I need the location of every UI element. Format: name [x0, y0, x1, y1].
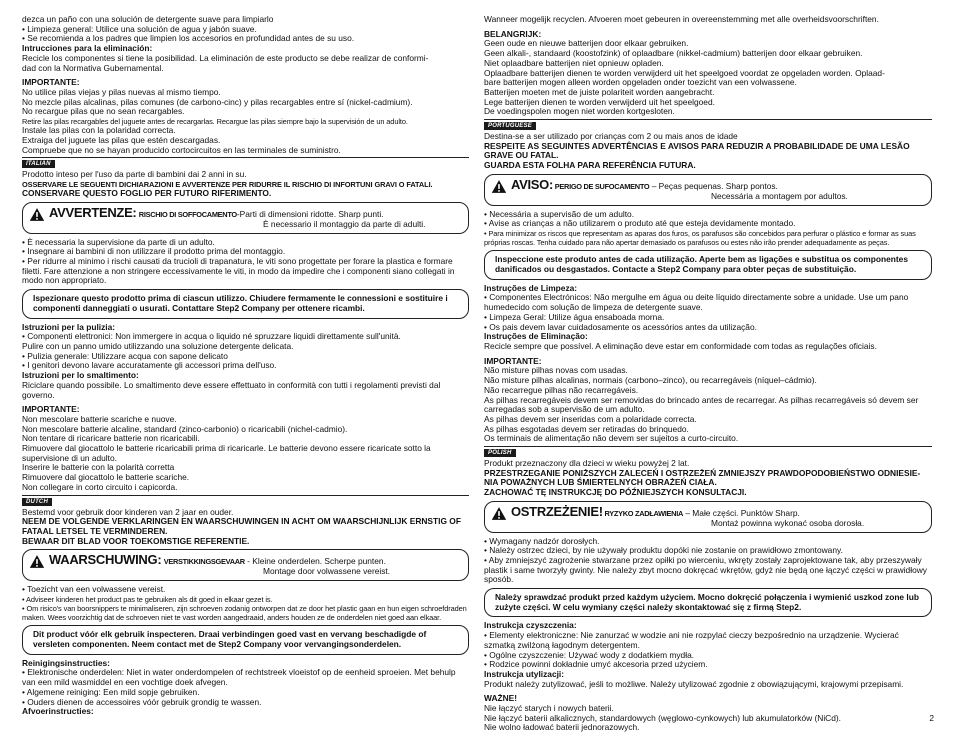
pl-cleaning-line: • Elementy elektroniczne: Nie zanurzać w wodzie ani nie rozpylać cieczy bezpośrednio na urządzenie. Wycierać szmatką zwilżoną łagodnym detergentem.: [484, 630, 899, 650]
pl-important-line: Nie łączyć baterii alkalicznych, standardowych (węglowo-cynkowych) lub akumulatorków (NiCd).: [484, 712, 842, 723]
pl-cleaning-line: • Ogólne czyszczenie: Używać wody z dodatkiem mydła.: [484, 649, 695, 660]
pl-important-heading: WAŻNE!: [484, 693, 518, 704]
it-warning-heading: AVVERTENZE:: [49, 204, 137, 220]
pt-cleaning-line: • Limpeza Geral: Utilize água ensaboada morna.: [484, 311, 665, 322]
es-important-line: No mezcle pilas alcalinas, pilas comunes (de carbono-cinc) y pilas recargables entre sí (nickel-cadmium).: [22, 96, 413, 107]
nl-important-line: De voedingspolen mogen niet worden kortgesloten.: [484, 106, 675, 117]
it-warning-box: [22, 202, 469, 234]
pt-important-line: Não misture pilhas novas com usadas.: [484, 365, 628, 376]
pt-bullet: • Necessária a supervisão de um adulto.: [484, 208, 635, 219]
it-important-line: Non mescolare batterie alcaline, standard (zinco-carbonio) o ricaricabili (nichel-cadmio).: [22, 423, 348, 434]
pt-intro: Destina-se a ser utilizado por crianças com 2 ou mais anos de idade: [484, 131, 738, 142]
es-important-line: Retire las pilas recargables del juguete antes de recargarlas. Recargue las pilas siempre bajo la supervisión de un adulto.: [22, 117, 408, 127]
it-warning-text-2: È necessario il montaggio da parte di adulti.: [263, 218, 426, 229]
es-important-line: No utilice pilas viejas y pilas nuevas al mismo tiempo.: [22, 86, 221, 97]
dutch-section-tag: DUTCH: [22, 498, 52, 506]
it-warning-hazard: RISCHIO DI SOFFOCAMENTO: [138, 209, 237, 219]
it-cleaning-line: • Pulizia generale: Utilizzare acqua con sapone delicato: [22, 350, 228, 361]
es-text-line: dezca un paño con una solución de detergente suave para limpiarlo: [22, 14, 274, 24]
pl-inspect-box: Należy sprawdzać produkt przed każdym użyciem. Mocno dokręcić połączenia i wymienić uszkod zone lub zużyte części. W celu wymiany części należy skontaktować się z firmą Step2.: [484, 588, 932, 617]
it-warning-text: -Parti di dimensioni ridotte. Sharp punti.: [236, 208, 384, 219]
nl-important-line: Niet oplaadbare batterijen niet opnieuw opladen.: [484, 57, 664, 68]
nl-warning-box: [22, 549, 469, 581]
nl-important-line: Batterijen moeten met de juiste polariteit worden aangebracht.: [484, 86, 715, 97]
pt-important-line: Não recarregue pilhas não recarregáveis.: [484, 384, 639, 395]
nl-important-line: bare batterijen mogen alleen worden opgeladen onder toezicht van een volwassene.: [484, 77, 797, 88]
it-important-heading: IMPORTANTE:: [22, 404, 80, 415]
italian-section-tag: ITALIAN: [22, 160, 55, 168]
warning-triangle-icon: [491, 179, 507, 194]
pt-cleaning-heading: Instruções de Limpeza:: [484, 282, 578, 293]
warning-triangle-icon: [29, 207, 45, 222]
pl-warning-text: – Małe części. Punktów Sharp.: [683, 507, 800, 518]
pt-important-heading: IMPORTANTE:: [484, 355, 542, 366]
it-important-line: Rimuovere dal giocattolo le batterie ricaricabili prima di ricaricarle. Le batterie devono essere ricaricate sotto la supervisione di un adulto.: [22, 443, 431, 463]
page-number: 2: [929, 713, 934, 724]
pt-keep-sheet: GUARDA ESTA FOLHA PARA REFERÊNCIA FUTURA.: [484, 160, 696, 171]
pt-important-line: As pilhas esgotadas devem ser retiradas do brinquedo.: [484, 423, 689, 434]
pl-warning-heading: OSTRZEŻENIE!: [511, 503, 603, 519]
pl-bullet: • Aby zmniejszyć zagrożenie stwarzane przez opiłki po wierceniu, wkręty zostały zaprojektowane tak, aby przeszywały plastik i same tworzyły gwinty. Nie należy zbyt mocno dokręcać wkrętów, gdyż nie będą one łączyć części w prawidłowy sposób.: [484, 554, 927, 585]
pl-important-line: Nie wolno ładować baterii jednorazowych.: [484, 722, 640, 733]
it-keep-sheet: CONSERVARE QUESTO FOGLIO PER FUTURO RIFERIMENTO.: [22, 188, 272, 199]
it-important-line: Non collegare in corto circuito i capicorda.: [22, 481, 178, 492]
nl-keep-sheet: BEWAAR DIT BLAD VOOR TOEKOMSTIGE REFERENTIE.: [22, 535, 250, 546]
pt-disposal-heading: Instruções de Eliminação:: [484, 331, 588, 342]
it-bullet: • Per ridurre al minimo i rischi causati da trucioli di trapanatura, le viti sono progettate per forare la plastica e formare filetti. Fare attenzione a non stringere eccessivamente le viti, in modo da impedire che i componenti siano collegati in modo non appropriato.: [22, 256, 455, 286]
portuguese-section-tag: PORTUGUESE: [484, 122, 536, 130]
pt-important-line: Não misture pilhas alcalinas, normais (carbono–zinco), ou recarregáveis (níquel–cádmio).: [484, 375, 817, 386]
nl-important-line: Geen alkali-, standaard (koostofzink) of oplaadbare (nikkel-cadmium) batterijen door elkaar gebruiken.: [484, 48, 863, 59]
nl-warning-text: - Kleine onderdelen. Scherpe punten.: [244, 556, 386, 567]
es-text-line: • Limpieza general: Utilice una solución de agua y jabón suave.: [22, 23, 257, 34]
it-disposal-heading: Istruzioni per lo smaltimento:: [22, 370, 139, 381]
it-warning-statement: OSSERVARE LE SEGUENTI DICHIARAZIONI E AVVERTENZE PER RIDURRE IL RISCHIO DI INFORTUNI GRAVI O FATALI.: [22, 180, 433, 190]
pt-disposal-text: Recicle sempre que possível. A eliminação deve estar em conformidade com todas as regulações oficiais.: [484, 340, 877, 351]
nl-important-heading: BELANGRIJK:: [484, 28, 542, 39]
nl-disposal-text: Wanneer mogelijk recyclen. Afvoeren moet gebeuren in overeenstemming met alle overheidsvoorschriften.: [484, 14, 879, 24]
pt-warning-heading: AVISO:: [511, 176, 554, 192]
pl-warning-hazard: RYZYKO ZADŁAWIENIA: [602, 508, 683, 518]
es-important-line: Extraiga del juguete las pilas que estén descargadas.: [22, 134, 221, 145]
pt-cleaning-line: • Componentes Electrónicos: Não mergulhe em água ou deite líquido directamente sobre a unidade. Use um pano humedecido com solução de limpeza de detergente suave.: [484, 292, 909, 313]
pl-warning-statement: PRZESTRZEGANIE PONIŻSZYCH ZALECEŃ I OSTRZEŻEŃ ZMNIEJSZY PRAWDOPODOBIEŃSTWO ODNIESIE-NIA POWAŻNYCH LUB ŚMIERTELNYCH OBRAŻEŃ CIAŁA.: [484, 467, 921, 488]
it-important-line: Inserire le batterie con la polarità corretta: [22, 462, 175, 473]
it-cleaning-line: • Componenti elettronici: Non immergere in acqua o liquido né spruzzare liquidi direttamente sull'unità.: [22, 331, 401, 342]
it-cleaning-line: Pulire con un panno umido utilizzando una soluzione detergente delicata.: [22, 340, 294, 351]
nl-cleaning-line: • Ouders dienen de accessoires vóór gebruik grondig te wassen.: [22, 696, 262, 707]
nl-important-line: Oplaadbare batterijen dienen te worden verwijderd uit het speelgoed voordat ze opgeladen worden. Oplaad-: [484, 67, 885, 78]
es-important-line: Instale las pilas con la polaridad correcta.: [22, 125, 176, 136]
it-cleaning-heading: Istruzioni per la pulizia:: [22, 321, 116, 332]
pl-warning-text-2: Montaż powinna wykonać osoba dorosła.: [711, 517, 865, 528]
pt-inspect-box: Inspeccione este produto antes de cada utilização. Aperte bem as ligações e substitua os componentes danificados ou desgastados. Contacte a Step2 Company para obter peças de substituição.: [484, 250, 932, 279]
es-text-line: • Se recomienda a los padres que limpien los accesorios en profundidad antes de su uso.: [22, 33, 355, 44]
es-text-line: Recicle los componentes si tiene la posibilidad. La eliminación de este producto se debe realizar de conformi-: [22, 52, 429, 63]
warning-triangle-icon: [29, 554, 45, 569]
es-important-line: No recargue pilas que no sean recargables.: [22, 106, 185, 117]
it-inspect-box: Ispezionare questo prodotto prima di ciascun utilizzo. Chiudere fermamente le connessioni e sostituire i componenti danneggiati o usurati. Contattare Step2 Company per ottenere ricambi.: [22, 289, 469, 318]
nl-warning-heading: WAARSCHUWING:: [49, 552, 162, 568]
pt-warning-text-2: Necessária a montagem por adultos.: [711, 190, 848, 201]
it-bullet: • Insegnare ai bambini di non utilizzare il prodotto prima del montaggio.: [22, 246, 286, 257]
it-bullet: • È necessaria la supervisione da parte di un adulto.: [22, 236, 215, 247]
pl-disposal-text: Produkt należy zutylizować, jeśli to możliwe. Należy utylizować zgodnie z obowiązującymi, krajowymi przepisami.: [484, 678, 904, 689]
nl-bullet: • Adviseer kinderen het product pas te gebruiken als dit goed in elkaar gezet is.: [22, 594, 273, 604]
it-important-line: Non tentare di ricaricare batterie non ricaricabili.: [22, 433, 200, 444]
it-disposal-text: Riciclare quando possibile. Lo smaltimento deve essere effettuato in conformità con tutti i regolamenti previsti dal governo.: [22, 379, 441, 400]
it-important-line: Non mescolare batterie scariche e nuove.: [22, 413, 177, 424]
nl-cleaning-line: • Algemene reiniging: Een mild sopje gebruiken.: [22, 686, 200, 697]
pt-important-line: As pilhas devem ser inseridas com a polaridade correcta.: [484, 413, 697, 424]
nl-bullet: • Toezicht van een volwassene vereist.: [22, 584, 166, 595]
pl-cleaning-line: • Rodzice powinni dokładnie umyć akcesoria przed użyciem.: [484, 659, 708, 670]
nl-warning-hazard: VERSTIKKINGSGEVAAR: [163, 557, 245, 567]
es-important-heading: IMPORTANTE:: [22, 77, 80, 88]
pl-keep-sheet: ZACHOWAĆ TĘ INSTRUKCJĘ DO PÓŹNIEJSZYCH KONSULTACJI.: [484, 487, 747, 498]
pt-bullet: • Avise as crianças a não utilizarem o produto até que esteja devidamente montado.: [484, 218, 796, 229]
warning-triangle-icon: [491, 506, 507, 521]
pl-important-line: Nie łączyć starych i nowych baterii.: [484, 703, 614, 714]
it-cleaning-line: • I genitori devono lavare accuratamente gli accessori prima dell'uso.: [22, 360, 277, 371]
left-column: [22, 15, 469, 717]
it-important-line: Rimuovere dal giocattolo le batterie scariche.: [22, 472, 190, 483]
nl-inspect-box: Dit product vóór elk gebruik inspecteren. Draai verbindingen goed vast en vervang beschadigde of versleten componenten. Neem contact met de Step2 Company voor vervangingsonderdelen.: [22, 625, 469, 654]
nl-warning-text-2: Montage door volwassene vereist.: [263, 566, 391, 577]
es-text-line: dad con la Normativa Gubernamental.: [22, 62, 164, 73]
pl-cleaning-heading: Instrukcja czyszczenia:: [484, 620, 577, 631]
pt-warning-hazard: PERIGO DE SUFOCAMENTO: [553, 181, 650, 191]
pt-important-line: Os terminais de alimentação não devem ser sujeitos a curto-circuito.: [484, 433, 739, 444]
nl-warning-statement: NEEM DE VOLGENDE VERKLARINGEN EN WAARSCHUWINGEN IN ACHT OM WAARSCHIJNLIJK ERNSTIG OF FATAAL LETSEL TE VERMINDEREN.: [22, 516, 461, 536]
pt-warning-text: – Peças pequenas. Sharp pontos.: [649, 180, 778, 191]
it-intro: Prodotto inteso per l'uso da parte di bambini dai 2 anni in su.: [22, 169, 247, 180]
pl-disposal-heading: Instrukcja utylizacji:: [484, 668, 565, 679]
pl-intro: Produkt przeznaczony dla dzieci w wieku powyżej 2 lat.: [484, 458, 690, 469]
pt-warning-statement: RESPEITE AS SEGUINTES ADVERTÊNCIAS E AVISOS PARA REDUZIR A PROBABILIDADE DE UMA LESÃO GRAVE OU FATAL.: [484, 140, 910, 161]
nl-disposal-heading: Afvoerinstructies:: [22, 706, 94, 717]
pl-warning-box: [484, 501, 932, 533]
pt-cleaning-line: • Os pais devem lavar cuidadosamente os acessórios antes da utilização.: [484, 321, 757, 332]
es-important-line: Compruebe que no se hayan producido cortocircuitos en las terminales de suministro.: [22, 144, 341, 155]
nl-cleaning-heading: Reinigingsinstructies:: [22, 657, 110, 668]
es-disposal-heading: Intrucciones para la eliminación:: [22, 43, 153, 54]
pt-bullet: • Para minimizar os riscos que representam as aparas dos furos, os parafusos são concebidos para perfurar o plástico e formar as suas próprias roscas. Tenha cuidado para não apertar demasiado os parafusos ou estes não irão prender adequadamente as peças.: [484, 228, 916, 248]
pt-important-line: As pilhas recarregáveis devem ser removidas do brincado antes de recarregar. As pilhas recarregáveis só devem ser carregadas sob a supervisão de um adulto.: [484, 394, 919, 415]
pl-bullet: • Należy ostrzec dzieci, by nie używały produktu dopóki nie zostanie on prawidłowo zmontowany.: [484, 545, 843, 556]
nl-important-line: Geen oude en nieuwe batterijen door elkaar gebruiken.: [484, 38, 689, 49]
nl-bullet: • Om risico's van boorsnippers te minimaliseren, zijn schroeven zodanig ontworpen dat ze door het plastic gaan en hun eigen schroefdraden maken. Wees voorzichtig dat de schroeven niet te vast worden aangedraaid, anders houden ze de onderdelen niet goed aan elkaar.: [22, 603, 467, 623]
pt-warning-box: [484, 174, 932, 206]
nl-intro: Bestemd voor gebruik door kinderen van 2 jaar en ouder.: [22, 506, 234, 517]
nl-cleaning-line: • Elektronische onderdelen: Niet in water onderdompelen of rechtstreek vloeistof op de eenheid sproeien. Met behulp van een mild wasmiddel en een vochtige doek afvegen.: [22, 667, 456, 688]
right-column: [484, 15, 932, 733]
nl-important-line: Lege batterijen dienen te worden verwijderd uit het speelgoed.: [484, 96, 715, 107]
pl-bullet: • Wymagany nadzór dorosłych.: [484, 535, 600, 546]
polish-section-tag: POLISH: [484, 449, 516, 457]
